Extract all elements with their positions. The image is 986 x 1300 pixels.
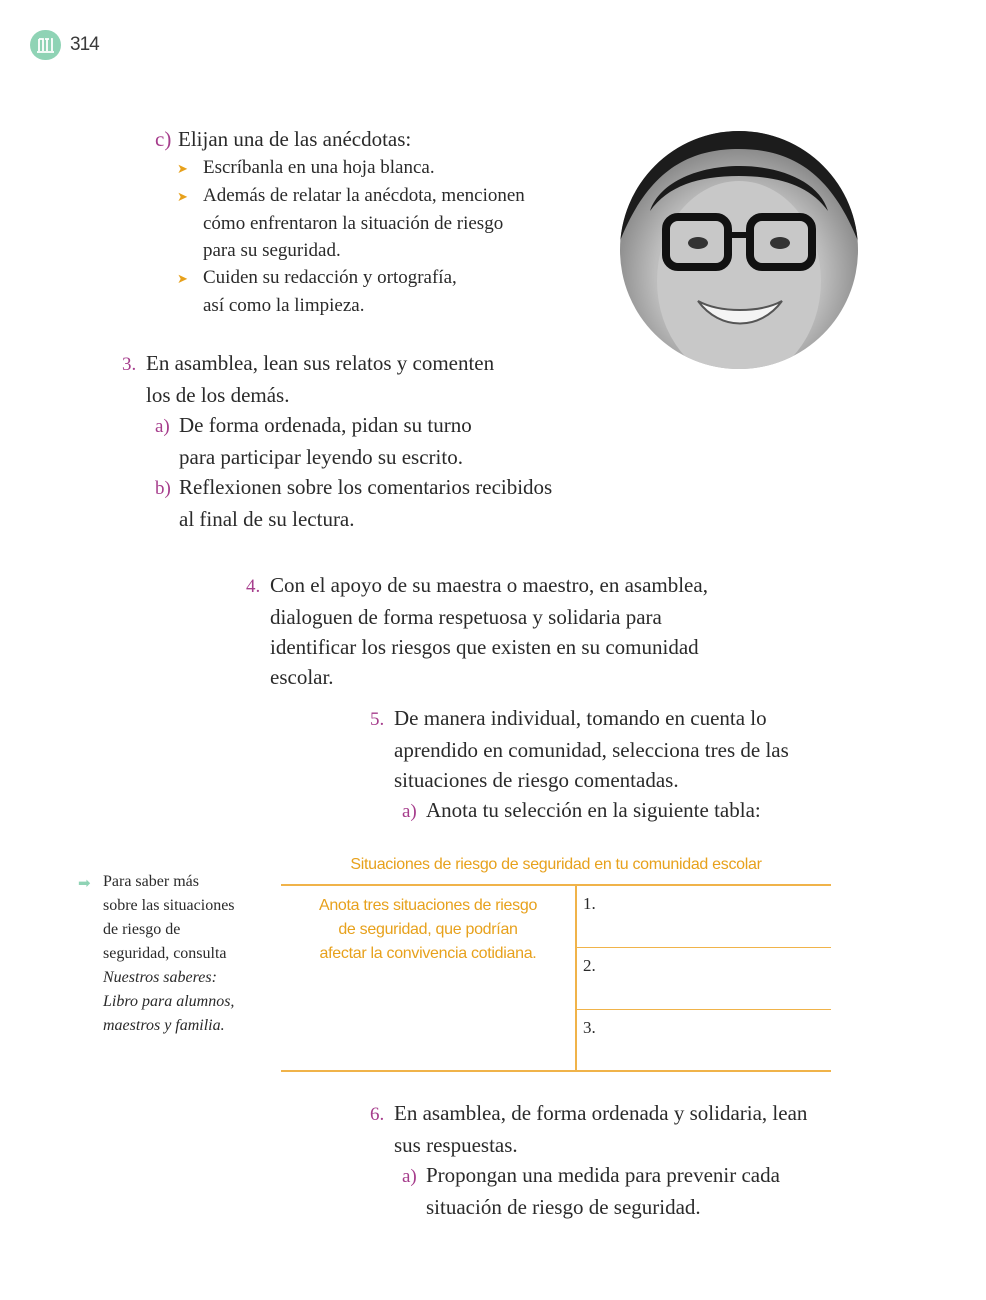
note-line: sobre las situaciones (103, 897, 235, 914)
note-line: Para saber más (103, 873, 199, 890)
item-3 (122, 348, 552, 534)
note-book-title: maestros y familia. (103, 1017, 225, 1034)
table-left-text: Anota tres situaciones de riesgo (318, 897, 538, 914)
table-left-text: afectar la convivencia cotidiana. (319, 945, 537, 962)
item-number: 4. (246, 576, 261, 597)
item-text: En asamblea, de forma ordenada y solidaria, lean (394, 1101, 808, 1125)
sub-text: situación de riesgo de seguridad. (426, 1195, 701, 1219)
section-c-label: c) (155, 127, 172, 151)
table-title: Situaciones de riesgo de seguridad en tu comunidad escolar (350, 856, 762, 873)
row-number: 2. (583, 956, 596, 975)
sidebar-note (78, 870, 235, 1038)
book-logo-icon (30, 30, 61, 60)
item-number: 3. (122, 354, 137, 375)
item-number: 5. (370, 709, 385, 730)
note-book-title: Libro para alumnos, (103, 993, 235, 1010)
sub-text: al final de su lectura. (179, 507, 355, 531)
item-text: los de los demás. (146, 383, 290, 407)
page-number: 314 (70, 34, 99, 55)
item-text: Con el apoyo de su maestra o maestro, en asamblea, (270, 573, 708, 597)
item-text: escolar. (270, 665, 334, 689)
item-6 (370, 1098, 807, 1222)
bullet-line: Cuiden su redacción y ortografía, (203, 267, 457, 288)
item-text: sus respuestas. (394, 1133, 518, 1157)
item-5 (370, 703, 789, 827)
table-bottom-rule (281, 1070, 831, 1072)
sub-text: De forma ordenada, pidan su turno (179, 413, 472, 437)
item-text: En asamblea, lean sus relatos y comenten (146, 351, 495, 375)
arrow-right-icon: ➡ (78, 874, 91, 892)
note-line: de riesgo de (103, 921, 181, 938)
item-text: aprendido en comunidad, selecciona tres de las (394, 738, 789, 762)
table-left-text: de seguridad, que podrían (338, 921, 518, 938)
sub-text: para participar leyendo su escrito. (179, 445, 463, 469)
sub-text: Propongan una medida para prevenir cada (426, 1163, 780, 1187)
table-row-1[interactable] (577, 886, 831, 947)
arrow-bullet-icon: ➤ (177, 189, 188, 204)
table-row-3[interactable] (577, 1010, 831, 1070)
sub-text: Anota tu selección en la siguiente tabla: (426, 798, 761, 822)
sub-label: a) (402, 801, 417, 822)
bullet-line: cómo enfrentaron la situación de riesgo (203, 213, 504, 234)
section-c (155, 124, 411, 154)
table-row-2[interactable] (577, 948, 831, 1009)
sub-label: a) (155, 416, 170, 437)
item-text: identificar los riesgos que existen en su comunidad (270, 635, 699, 659)
item-text: dialoguen de forma respetuosa y solidaria para (270, 605, 662, 629)
arrow-bullet-icon: ➤ (177, 271, 188, 286)
section-c-bullets (177, 154, 525, 319)
row-number: 1. (583, 894, 596, 913)
section-c-title: Elijan una de las anécdotas: (178, 127, 412, 151)
arrow-bullet-icon: ➤ (177, 161, 188, 176)
bullet-line: Además de relatar la anécdota, mencionen (203, 185, 525, 206)
note-book-title: Nuestros saberes: (103, 969, 217, 986)
student-portrait-image (620, 131, 858, 369)
item-text: situaciones de riesgo comentadas. (394, 768, 679, 792)
table-left-cell (281, 894, 575, 966)
bullet-line: así como la limpieza. (203, 295, 365, 316)
bullet-line: para su seguridad. (203, 240, 341, 261)
row-number: 3. (583, 1018, 596, 1037)
risk-table (281, 852, 831, 1072)
item-4 (246, 570, 708, 692)
sub-label: b) (155, 478, 171, 499)
item-number: 6. (370, 1104, 385, 1125)
sub-text: Reflexionen sobre los comentarios recibidos (179, 475, 553, 499)
sub-label: a) (402, 1166, 417, 1187)
note-line: seguridad, consulta (103, 945, 227, 962)
item-text: De manera individual, tomando en cuenta lo (394, 706, 767, 730)
bullet-line: Escríbanla en una hoja blanca. (203, 157, 435, 178)
